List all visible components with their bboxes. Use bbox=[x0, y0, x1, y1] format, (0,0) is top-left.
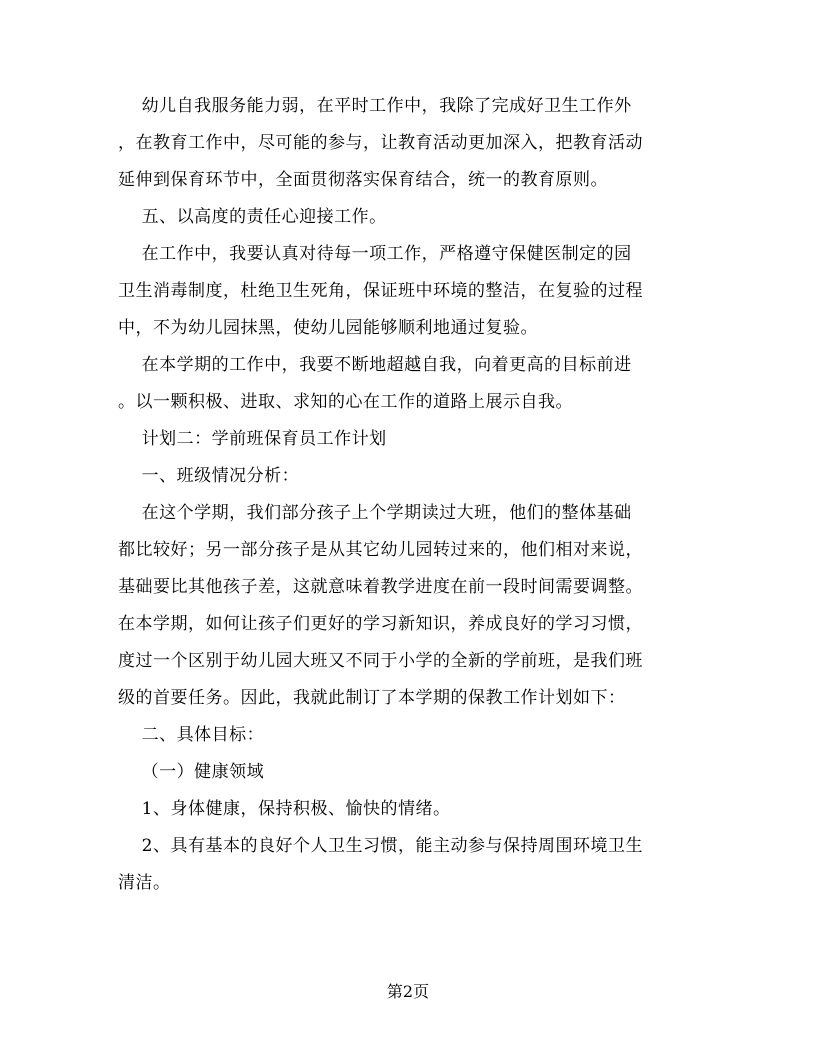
document-body bbox=[118, 88, 700, 902]
list-item: 1、身体健康，保持积极、愉快的情绪。 bbox=[118, 799, 451, 819]
paragraph: 幼儿自我服务能力弱，在平时工作中，我除了完成好卫生工作外 ，在教育工作中，尽可能的参与，让教育活动更加深入，把教育活动 延伸到保育环节中，全面贯彻落实保育结合，统一的教育原则。 bbox=[118, 96, 643, 190]
paragraph: 在本学期的工作中，我要不断地超越自我，向着更高的目标前进 。以一颗积极、进取、求知的心在工作的道路上展示自我。 bbox=[118, 355, 632, 412]
paragraph: 在工作中，我要认真对待每一项工作，严格遵守保健医制定的园 卫生消毒制度，杜绝卫生死角，保证班中环境的整洁，在复验的过程 中，不为幼儿园抹黑，使幼儿园能够顺利地通过复验。 bbox=[118, 244, 643, 338]
list-item: 2、具有基本的良好个人卫生习惯，能主动参与保持周围环境卫生 清洁。 bbox=[118, 836, 643, 893]
subsection-heading: （一）健康领域 bbox=[118, 762, 265, 782]
section-heading: 五、以高度的责任心迎接工作。 bbox=[118, 207, 387, 227]
page-number: 第2页 bbox=[386, 982, 430, 1001]
paragraph: 在这个学期，我们部分孩子上个学期读过大班，他们的整体基础 都比较好；另一部分孩子是从其它幼儿园转过来的，他们相对来说， 基础要比其他孩子差，这就意味着教学进度在前一段时间需要调整。 在本学期，如何让孩子们更好的学习新知识，养成良好的学习习惯， 度过一个区别于幼儿园大班又不同于小学的全新的学前班，是我们班 级的首要任务。因此，我就此制订了本学期的保教工作计划如下： bbox=[118, 503, 643, 708]
plan-title: 计划二：学前班保育员工作计划 bbox=[118, 429, 387, 449]
section-heading: 二、具体目标： bbox=[118, 725, 265, 745]
section-heading: 一、班级情况分析： bbox=[118, 466, 300, 486]
